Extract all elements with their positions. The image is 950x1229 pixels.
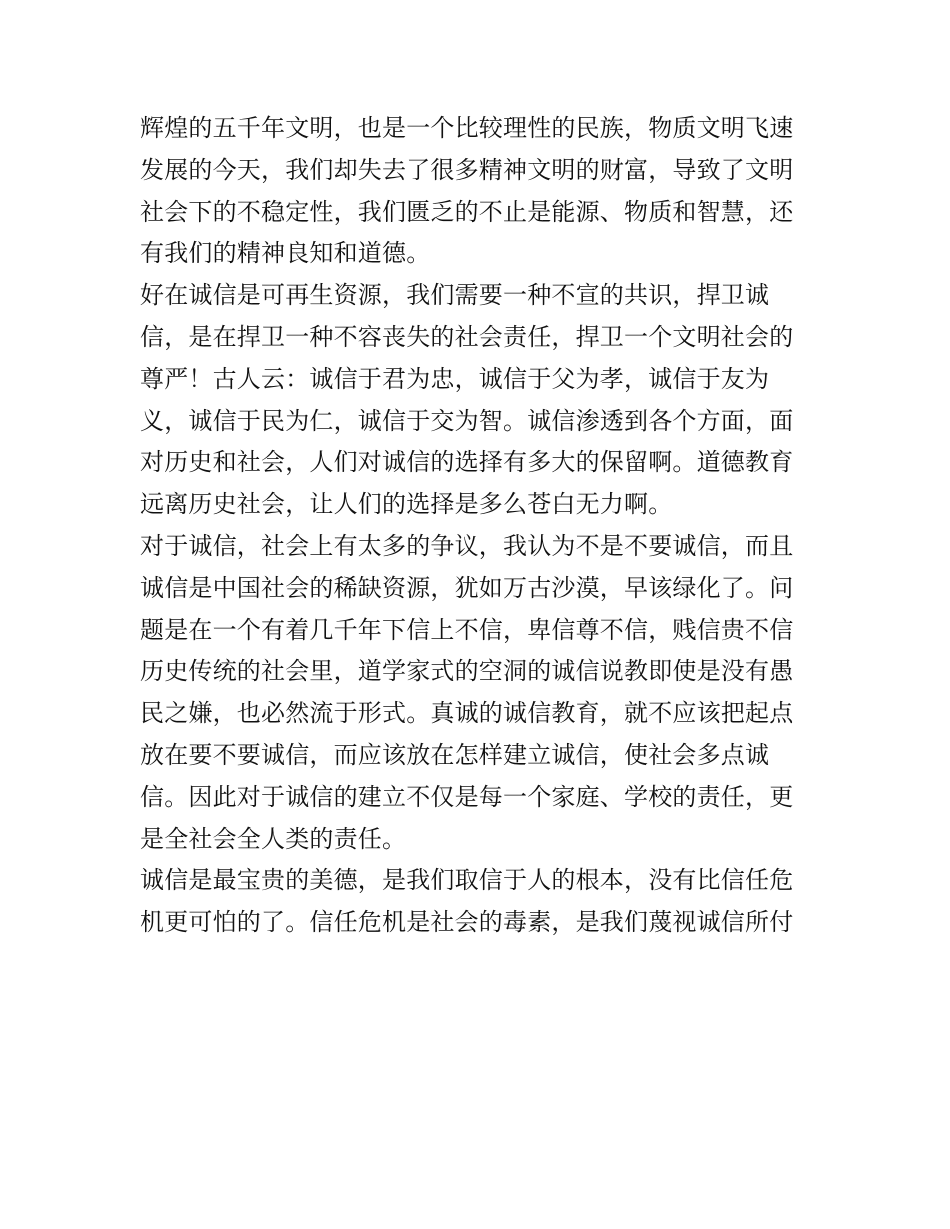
- text-line: 信，是在捍卫一种不容丧失的社会责任，捍卫一个文明社会的: [140, 322, 794, 351]
- text-line: 有我们的精神良知和道德。: [140, 239, 431, 268]
- text-line: 机更可怕的了。信任危机是社会的毒素，是我们蔑视诚信所付: [140, 908, 794, 937]
- text-line: 社会下的不稳定性，我们匮乏的不止是能源、物质和智慧，还: [140, 197, 794, 226]
- text-line: 好在诚信是可再生资源，我们需要一种不宣的共识，捍卫诚: [140, 281, 770, 310]
- text-line: 远离历史社会，让人们的选择是多么苍白无力啊。: [140, 490, 673, 519]
- document-body-text: [140, 108, 815, 944]
- text-line: 题是在一个有着几千年下信上不信，卑信尊不信，贱信贵不信: [140, 615, 794, 644]
- text-line: 民之嫌，也必然流于形式。真诚的诚信教育，就不应该把起点: [140, 699, 794, 728]
- text-line: 信。因此对于诚信的建立不仅是每一个家庭、学校的责任，更: [140, 782, 794, 811]
- text-line: 诚信是中国社会的稀缺资源，犹如万古沙漠，早该绿化了。问: [140, 573, 794, 602]
- text-line: 放在要不要诚信，而应该放在怎样建立诚信，使社会多点诚: [140, 740, 770, 769]
- text-line: 发展的今天，我们却失去了很多精神文明的财富，导致了文明: [140, 155, 794, 184]
- text-line: 是全社会全人类的责任。: [140, 824, 407, 853]
- text-line: 诚信是最宝贵的美德，是我们取信于人的根本，没有比信任危: [140, 866, 794, 895]
- text-line: 对历史和社会，人们对诚信的选择有多大的保留啊。道德教育: [140, 448, 794, 477]
- text-line: 辉煌的五千年文明，也是一个比较理性的民族，物质文明飞速: [140, 114, 794, 142]
- text-line: 历史传统的社会里，道学家式的空洞的诚信说教即使是没有愚: [140, 657, 794, 686]
- text-line: 对于诚信，社会上有太多的争议，我认为不是不要诚信，而且: [140, 531, 794, 560]
- text-line: 尊严！古人云：诚信于君为忠，诚信于父为孝，诚信于友为: [140, 364, 770, 393]
- text-line: 义，诚信于民为仁，诚信于交为智。诚信渗透到各个方面，面: [140, 406, 794, 435]
